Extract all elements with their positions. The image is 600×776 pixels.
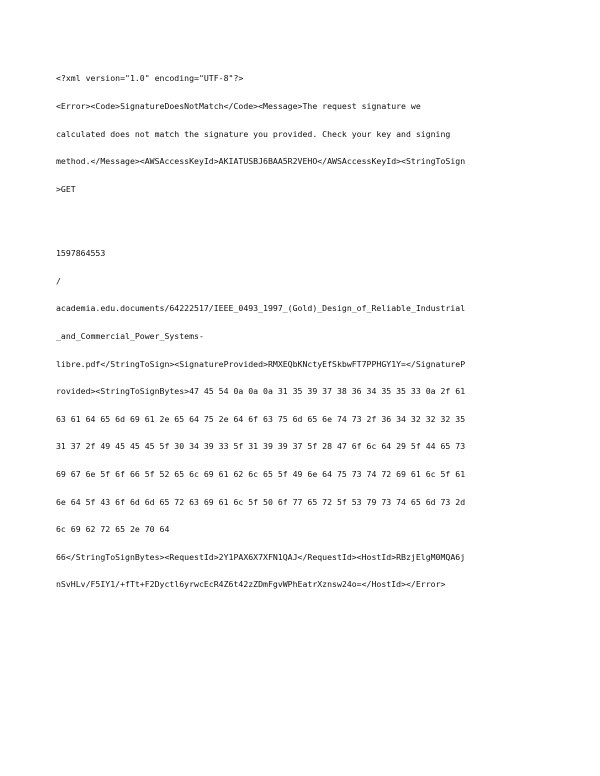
bytes-line: 6e 64 5f 43 6f 6d 6d 65 72 63 69 61 6c 5f 50 6f 77 65 72 5f 53 79 73 74 65 6d 73 2d	[56, 496, 466, 507]
resource-path-line: academia.edu.documents/64222517/IEEE_0493_1997_(Gold)_Design_of_Reliable_Industrial	[56, 303, 466, 314]
access-key-line: method.</Message><AWSAccessKeyId>AKIATUSBJ6BAA5R2VEHO</AWSAccessKeyId><StringToSign	[56, 156, 466, 167]
bytes-line: 6c 69 62 72 65 2e 70 64	[56, 524, 170, 535]
bytes-line: 63 61 64 65 6d 69 61 2e 65 64 75 2e 64 6f 63 75 6d 65 6e 74 73 2f 36 34 32 32 32 35	[56, 413, 466, 424]
timestamp-line: 1597864553	[56, 248, 106, 259]
bytes-line: 31 37 2f 49 45 45 45 5f 30 34 39 33 5f 31 39 39 37 5f 28 47 6f 6c 64 29 5f 44 65 73	[56, 441, 466, 452]
request-id-line: 66</StringToSignBytes><RequestId>2Y1PAX6X7XFN1QAJ</RequestId><HostId>RBzjElgM0MQA6j	[56, 551, 466, 562]
xml-declaration-line: <?xml version="1.0" encoding="UTF-8"?>	[56, 73, 244, 84]
error-message-line: calculated does not match the signature you provided. Check your key and signing	[56, 128, 451, 139]
blank-lines	[56, 212, 548, 230]
bytes-line: 69 67 6e 5f 6f 66 5f 52 65 6c 69 61 62 6c 65 5f 49 6e 64 75 73 74 72 69 61 6c 5f 61	[56, 468, 466, 479]
error-code-line: <Error><Code>SignatureDoesNotMatch</Code><Message>The request signature we	[56, 101, 421, 111]
string-to-sign-method-line: >GET	[56, 183, 76, 194]
signature-provided-line: libre.pdf</StringToSign><SignatureProvided>RMXEQbKNctyEfSkbwFT7PPHGY1Y=</SignatureP	[56, 358, 466, 369]
resource-path-continuation-line: _and_Commercial_Power_Systems-	[56, 330, 204, 341]
host-id-line: nSvHLv/F5IY1/+fTt+F2Dyctl6yrwcEcR4Z6t42zZDmFgvWPhEatrXznsw24o=</HostId></Error>	[56, 579, 446, 590]
xml-error-document	[56, 56, 548, 599]
string-to-sign-bytes-line: rovided><StringToSignBytes>47 45 54 0a 0a 0a 31 35 39 37 38 36 34 35 35 33 0a 2f 61	[56, 386, 466, 397]
slash-line: /	[56, 275, 61, 286]
